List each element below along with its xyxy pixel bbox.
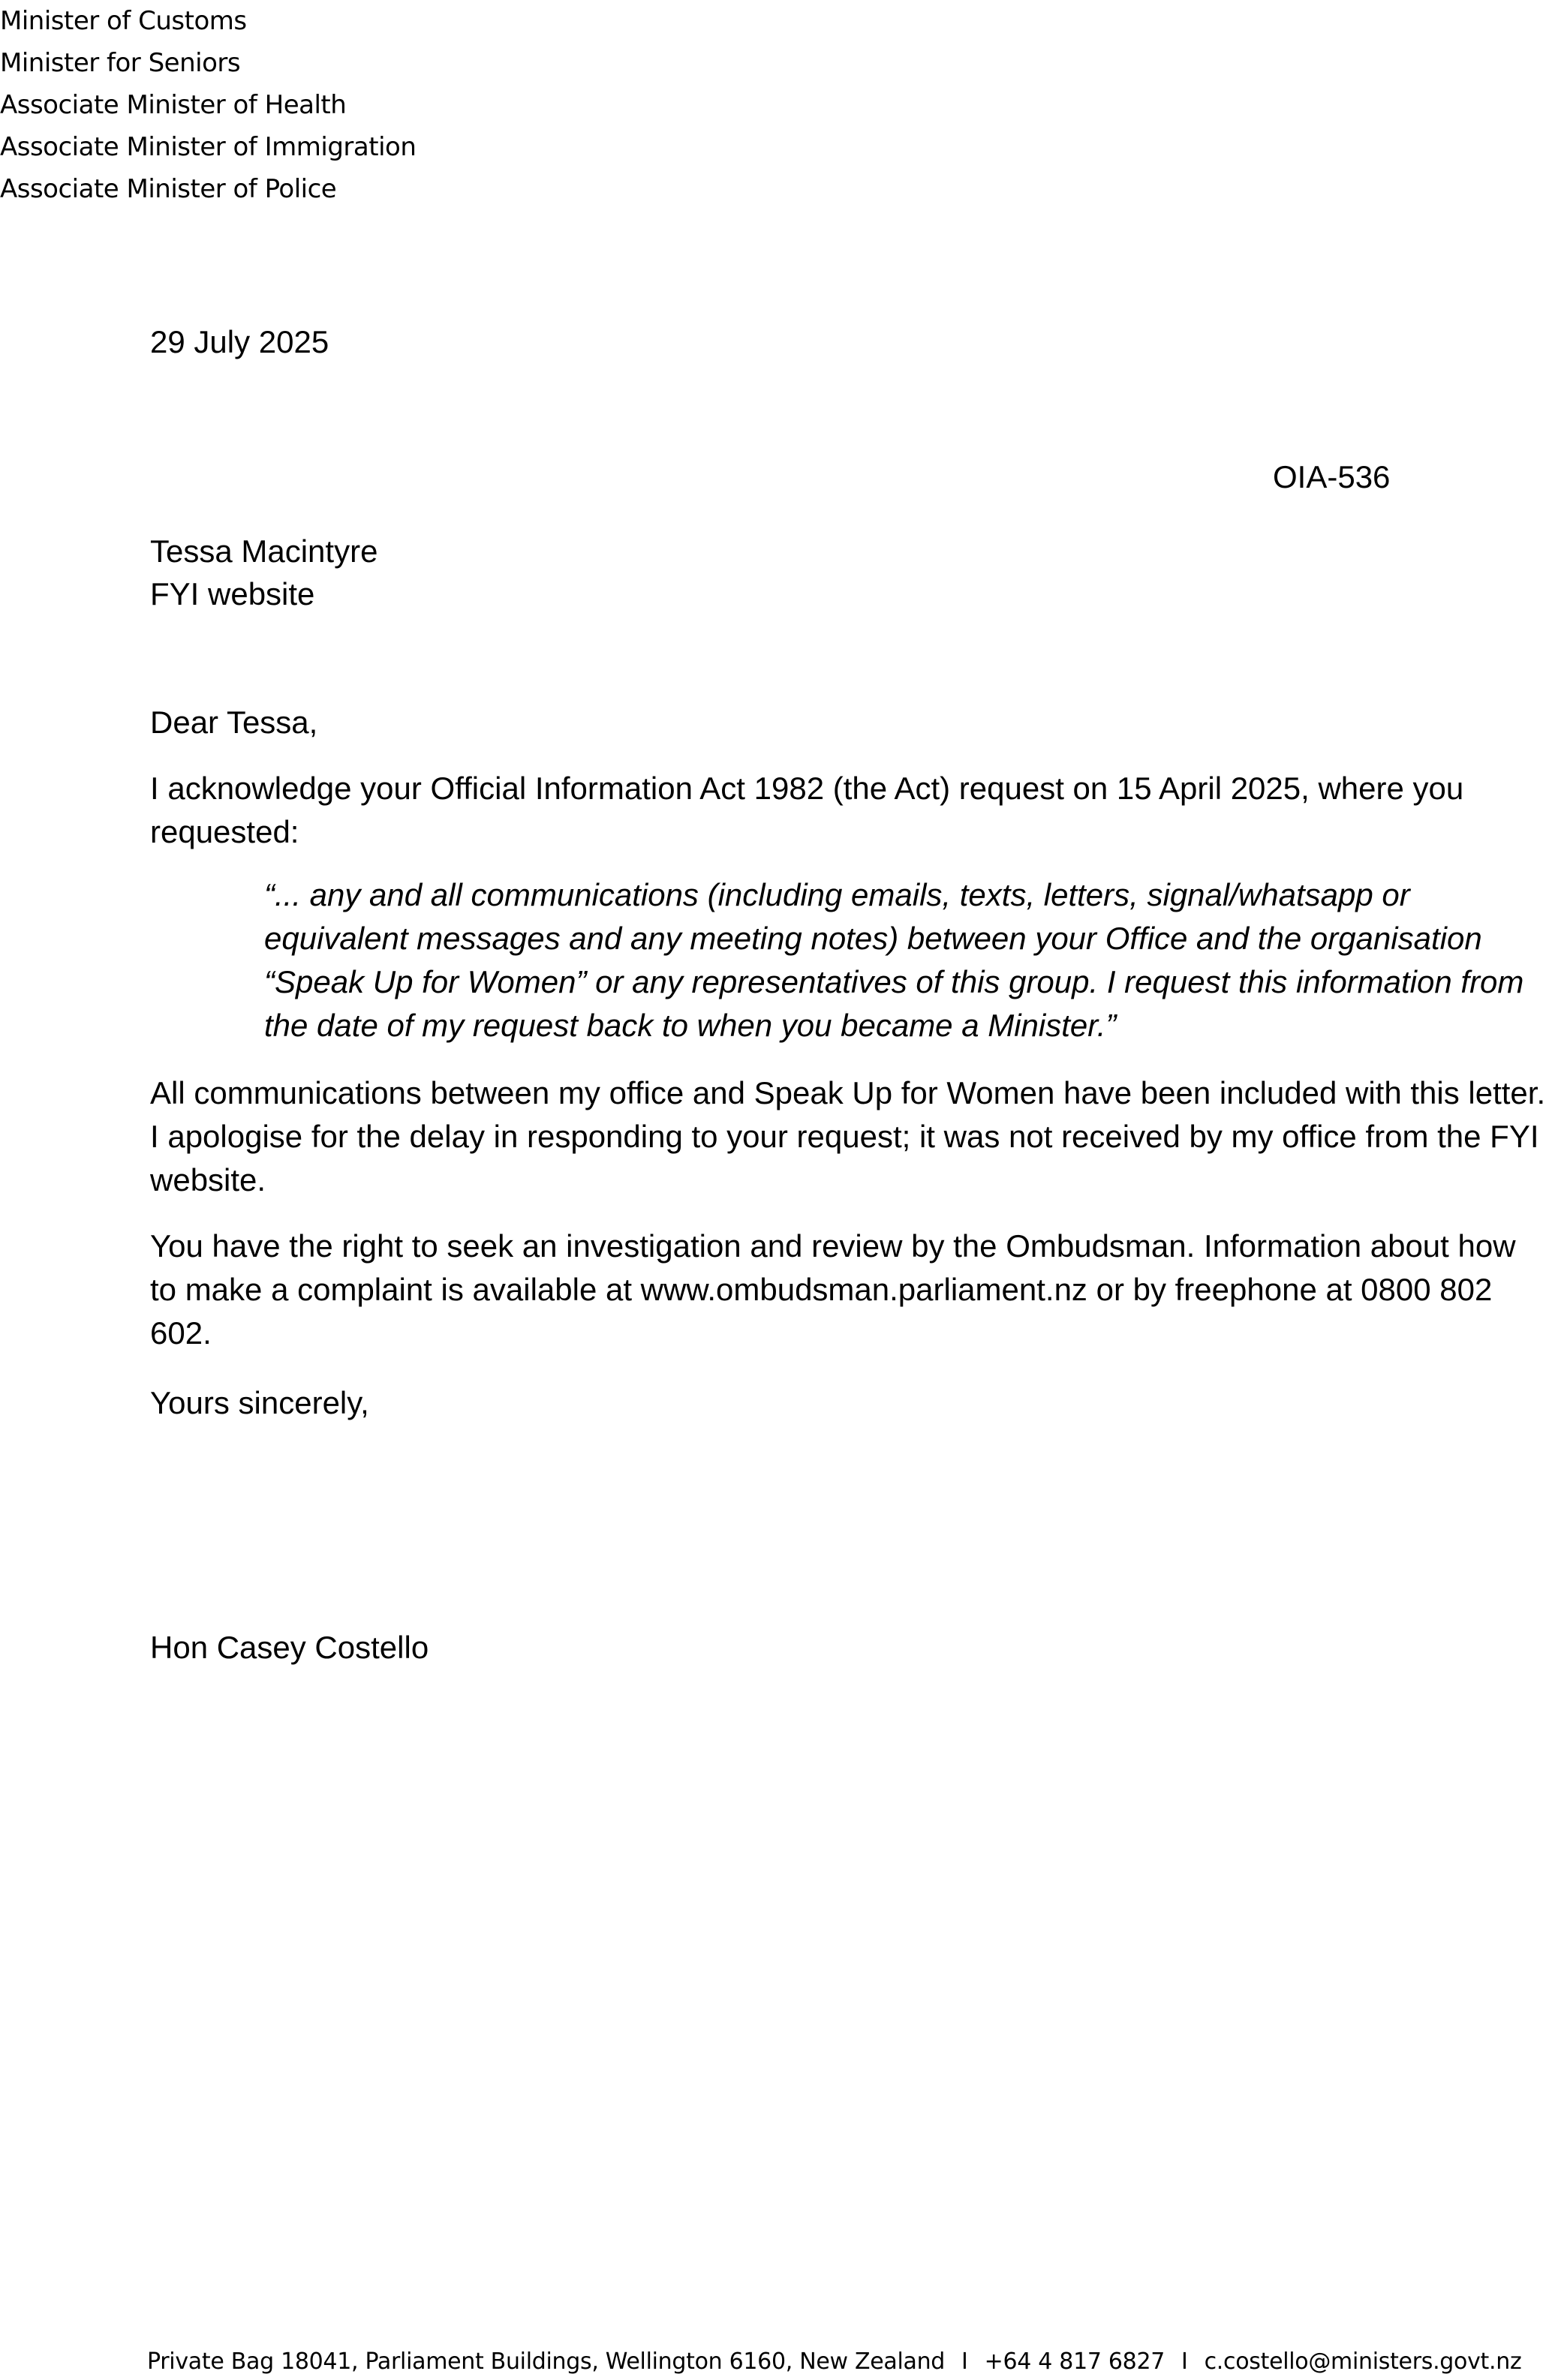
footer-phone: +64 4 817 6827	[984, 2348, 1165, 2375]
portfolio-line: Minister for Seniors	[0, 48, 241, 78]
footer-address: Private Bag 18041, Parliament Buildings, Wellington 6160, New Zealand	[147, 2348, 946, 2375]
salutation: Dear Tessa,	[150, 705, 318, 740]
portfolio-line: Associate Minister of Police	[0, 174, 337, 204]
response-paragraph: All communications between my office and Speak Up for Women have been included with this letter. I apologise for the delay in responding to your request; it was not received by my office from the FYI website.	[150, 1075, 1546, 1198]
footer-contact	[147, 2345, 1521, 2378]
signatory-name: Hon Casey Costello	[150, 1630, 429, 1665]
footer-separator: I	[1181, 2348, 1188, 2375]
acknowledgement-paragraph: I acknowledge your Official Information Act 1982 (the Act) request on 15 April 2025, where you requested:	[150, 771, 1464, 849]
footer-email: c.costello@ministers.govt.nz	[1204, 2348, 1522, 2375]
footer-separator: I	[961, 2348, 968, 2375]
ombudsman-paragraph: You have the right to seek an investigation and review by the Ombudsman. Information about how to make a complaint is available at www.ombudsman.parliament.nz or by freephone at 0800 802 602.	[150, 1228, 1516, 1351]
closing: Yours sincerely,	[150, 1385, 369, 1420]
portfolio-line: Associate Minister of Health	[0, 90, 347, 120]
letter-date: 29 July 2025	[150, 324, 329, 359]
request-quote: “... any and all communications (including emails, texts, letters, signal/whatsapp or equivalent messages and any meeting notes) between your Office and the organisation “Speak Up for Women” or any representatives of this group. I request this information from the date of my request back to when you became a Minister.”	[264, 877, 1524, 1043]
reference-number: OIA-536	[1273, 459, 1391, 494]
signature-area	[150, 1441, 600, 1606]
portfolio-line: Associate Minister of Immigration	[0, 132, 417, 162]
portfolio-line: Minister of Customs	[0, 6, 247, 36]
recipient-organisation: FYI website	[150, 576, 315, 612]
minister-portfolios	[0, 0, 416, 210]
recipient-name: Tessa Macintyre	[150, 533, 378, 569]
recipient-block	[150, 530, 377, 615]
